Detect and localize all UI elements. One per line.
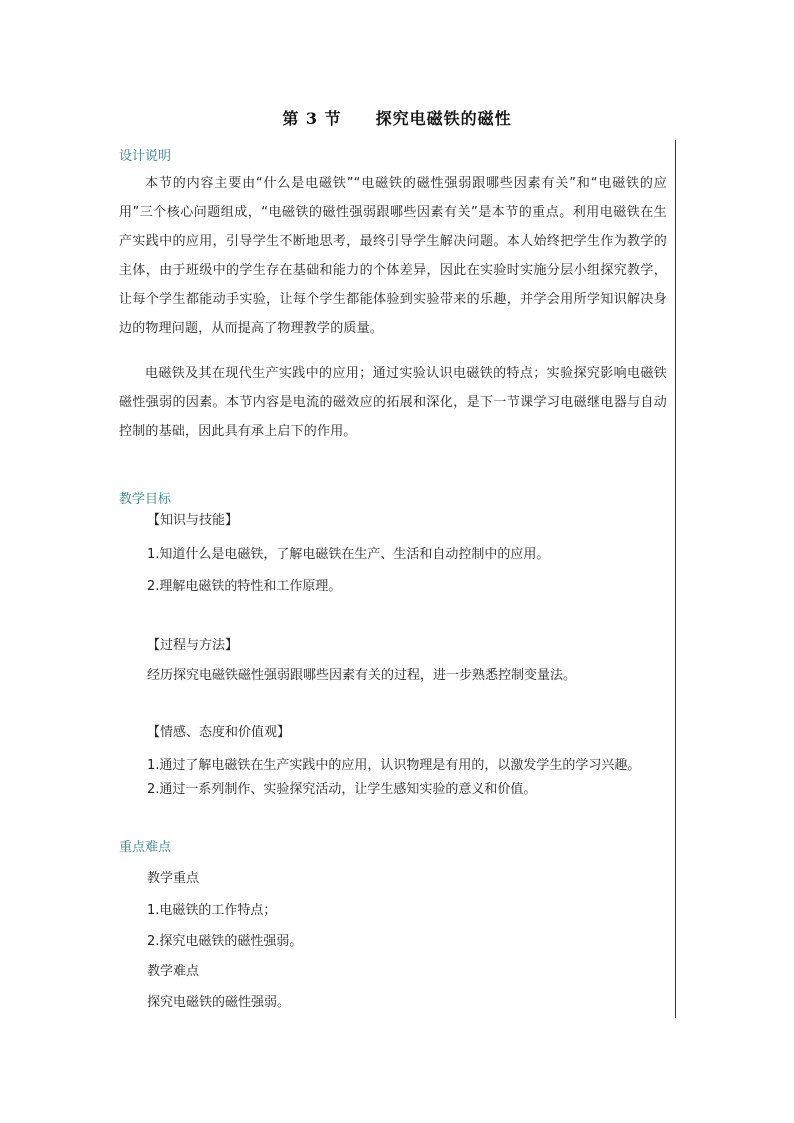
teaching-focus-item-2: 2.探究电磁铁的磁性强弱。 xyxy=(147,934,303,949)
process-method-label: 【过程与方法】 xyxy=(147,638,239,653)
page-title xyxy=(0,106,794,129)
emotion-item-1: 1.通过了解电磁铁在生产实践中的应用，认识物理是有用的，以激发学生的学习兴趣。 xyxy=(147,758,641,773)
section-number: 第 3 节 xyxy=(282,109,342,128)
knowledge-item-1: 1.知道什么是电磁铁，了解电磁铁在生产、生活和自动控制中的应用。 xyxy=(147,547,550,562)
heading-teaching-objectives: 教学目标 xyxy=(119,492,172,507)
process-method-text: 经历探究电磁铁磁性强弱跟哪些因素有关的过程，进一步熟悉控制变量法。 xyxy=(147,668,577,683)
emotion-values-label: 【情感、态度和价值观】 xyxy=(147,725,291,740)
teaching-focus-item-1: 1.电磁铁的工作特点； xyxy=(147,903,277,918)
heading-key-points: 重点难点 xyxy=(119,840,172,855)
design-paragraph-1: 本节的内容主要由“什么是电磁铁”“电磁铁的磁性强弱跟哪些因素有关”和“电磁铁的应用”三个核心问题组成，“电磁铁的磁性强弱跟哪些因素有关”是本节的重点。利用电磁铁在生产实践中的应用，引导学生不断地思考，最终引导学生解决问题。本人始终把学生作为教学的主体，由于班级中的学生存在基础和能力的个体差异，因此在实验时实施分层小组探究教学，让每个学生都能动手实验，让每个学生都能体验到实验带来的乐趣，并学会用所学知识解决身边的物理问题，从而提高了物理教学的质量。 xyxy=(119,176,667,336)
teaching-difficulty-text: 探究电磁铁的磁性强弱。 xyxy=(147,995,291,1010)
right-margin-rule xyxy=(675,140,676,1018)
knowledge-skills-label: 【知识与技能】 xyxy=(147,513,239,528)
emotion-item-2: 2.通过一系列制作、实验探究活动，让学生感知实验的意义和价值。 xyxy=(147,782,537,797)
section-title: 探究电磁铁的磁性 xyxy=(375,109,512,128)
heading-design-notes: 设计说明 xyxy=(119,149,172,164)
knowledge-item-2: 2.理解电磁铁的特性和工作原理。 xyxy=(147,579,342,594)
design-paragraph-2: 电磁铁及其在现代生产实践中的应用；通过实验认识电磁铁的特点；实验探究影响电磁铁磁性强弱的因素。本节内容是电流的磁效应的拓展和深化，是下一节课学习电磁继电器与自动控制的基础，因此具有承上启下的作用。 xyxy=(119,366,667,439)
teaching-focus-label: 教学重点 xyxy=(147,871,200,886)
teaching-difficulty-label: 教学难点 xyxy=(147,964,200,979)
